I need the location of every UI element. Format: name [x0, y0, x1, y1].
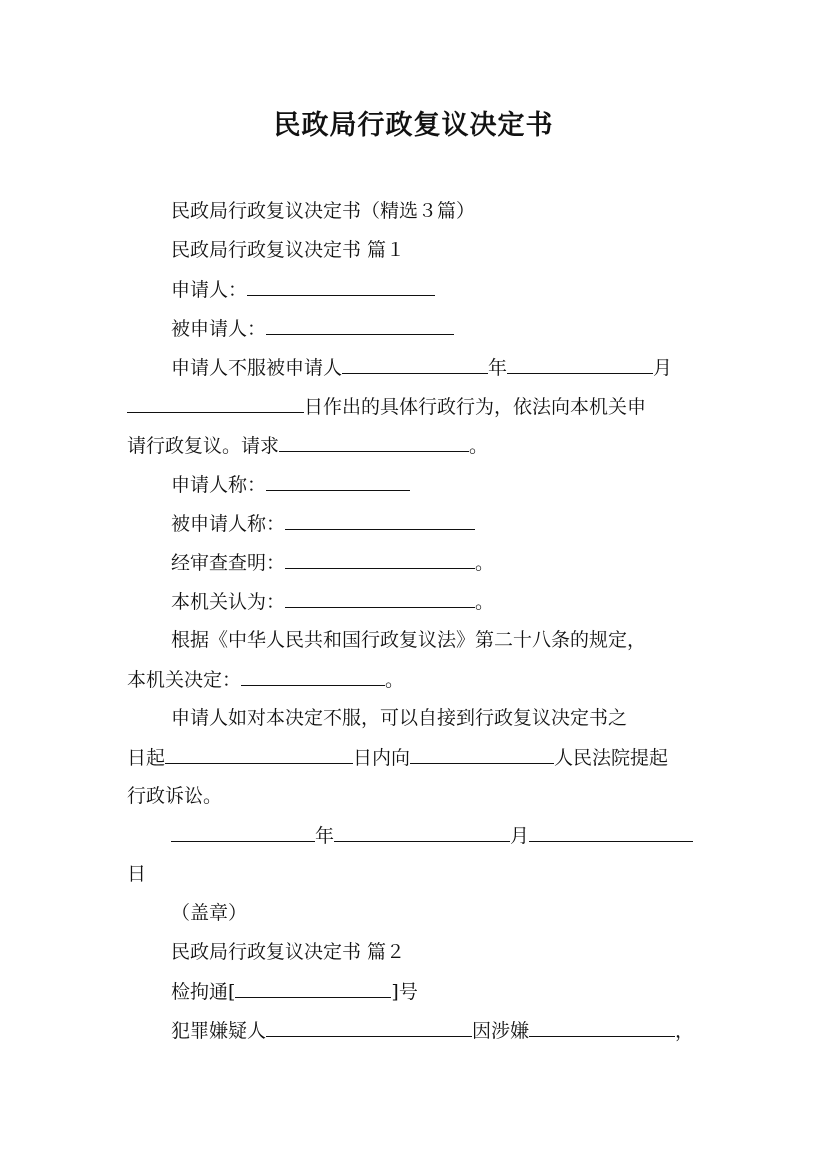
blank-field[interactable] [171, 823, 315, 842]
blank-field[interactable] [235, 979, 391, 998]
blank-field[interactable] [285, 511, 475, 530]
document-title: 民政局行政复议决定书 [273, 110, 554, 141]
section-heading-1 [171, 238, 405, 262]
body-line [171, 511, 475, 536]
text: 。 [475, 552, 495, 574]
body-line [127, 667, 404, 692]
text: 因涉嫌 [472, 1020, 530, 1042]
blank-field[interactable] [266, 1018, 472, 1037]
text: 检拘通[ [171, 981, 236, 1003]
applicant-line [171, 277, 435, 302]
text: 申请人如对本决定不服，可以自接到行政复议决定书之 [171, 707, 628, 729]
text: （盖章） [171, 902, 248, 924]
text: 日起 [127, 747, 166, 769]
body-line [171, 550, 494, 575]
text: 申请人不服被申请人 [171, 357, 343, 379]
text: 月 [510, 825, 530, 847]
text: 日内向 [353, 747, 411, 769]
blank-field[interactable] [165, 745, 353, 764]
body-line [127, 394, 646, 419]
text: 日作出的具体行政行为，依法向本机关申 [304, 396, 647, 418]
seal-line [171, 901, 247, 925]
text: ]号 [391, 981, 418, 1003]
label: 经审查查明： [171, 552, 286, 574]
section-heading-2 [171, 940, 405, 964]
respondent-line [171, 316, 454, 341]
label: 被申请人： [171, 318, 267, 340]
blank-field[interactable] [529, 1018, 675, 1037]
blank-field[interactable] [266, 472, 410, 491]
body-line [127, 784, 222, 808]
blank-field[interactable] [241, 667, 385, 686]
blank-field[interactable] [507, 355, 653, 374]
body-line [171, 706, 627, 730]
text: 请行政复议。请求 [127, 435, 280, 457]
blank-field[interactable] [266, 316, 454, 335]
text: 。 [385, 669, 405, 691]
text: 。 [469, 435, 489, 457]
blank-field[interactable] [279, 433, 469, 452]
blank-field[interactable] [247, 277, 435, 296]
date-line [127, 862, 146, 886]
label: 本机关决定： [127, 669, 242, 691]
date-line [171, 823, 693, 848]
label: 本机关认为： [171, 591, 286, 613]
blank-field[interactable] [410, 745, 554, 764]
text: 犯罪嫌疑人 [171, 1020, 267, 1042]
text: 年 [315, 825, 335, 847]
text: ， [675, 1020, 695, 1042]
text: 月 [653, 357, 673, 379]
blank-field[interactable] [529, 823, 693, 842]
text: 行政诉讼。 [127, 785, 223, 807]
text: 年 [488, 357, 508, 379]
subtitle-line [171, 199, 475, 223]
blank-field[interactable] [334, 823, 510, 842]
text: 民政局行政复议决定书 篇１ [171, 239, 406, 261]
text: 民政局行政复议决定书 篇２ [171, 941, 406, 963]
body-line [171, 589, 494, 614]
text: 民政局行政复议决定书（精选３篇） [171, 200, 476, 222]
body-line [171, 472, 410, 497]
text: 根据《中华人民共和国行政复议法》第二十八条的规定， [171, 629, 647, 651]
body-line [171, 355, 672, 380]
body-line [127, 745, 668, 770]
body-line [171, 1018, 694, 1043]
blank-field[interactable] [127, 394, 304, 413]
blank-field[interactable] [285, 589, 475, 608]
label: 申请人称： [171, 474, 267, 496]
body-line [127, 433, 488, 458]
label: 申请人： [171, 279, 248, 301]
text: 日 [127, 863, 147, 885]
text: 人民法院提起 [554, 747, 669, 769]
blank-field[interactable] [342, 355, 488, 374]
reference-line [171, 979, 418, 1004]
blank-field[interactable] [285, 550, 475, 569]
text: 。 [475, 591, 495, 613]
label: 被申请人称： [171, 513, 286, 535]
body-line [171, 628, 646, 652]
